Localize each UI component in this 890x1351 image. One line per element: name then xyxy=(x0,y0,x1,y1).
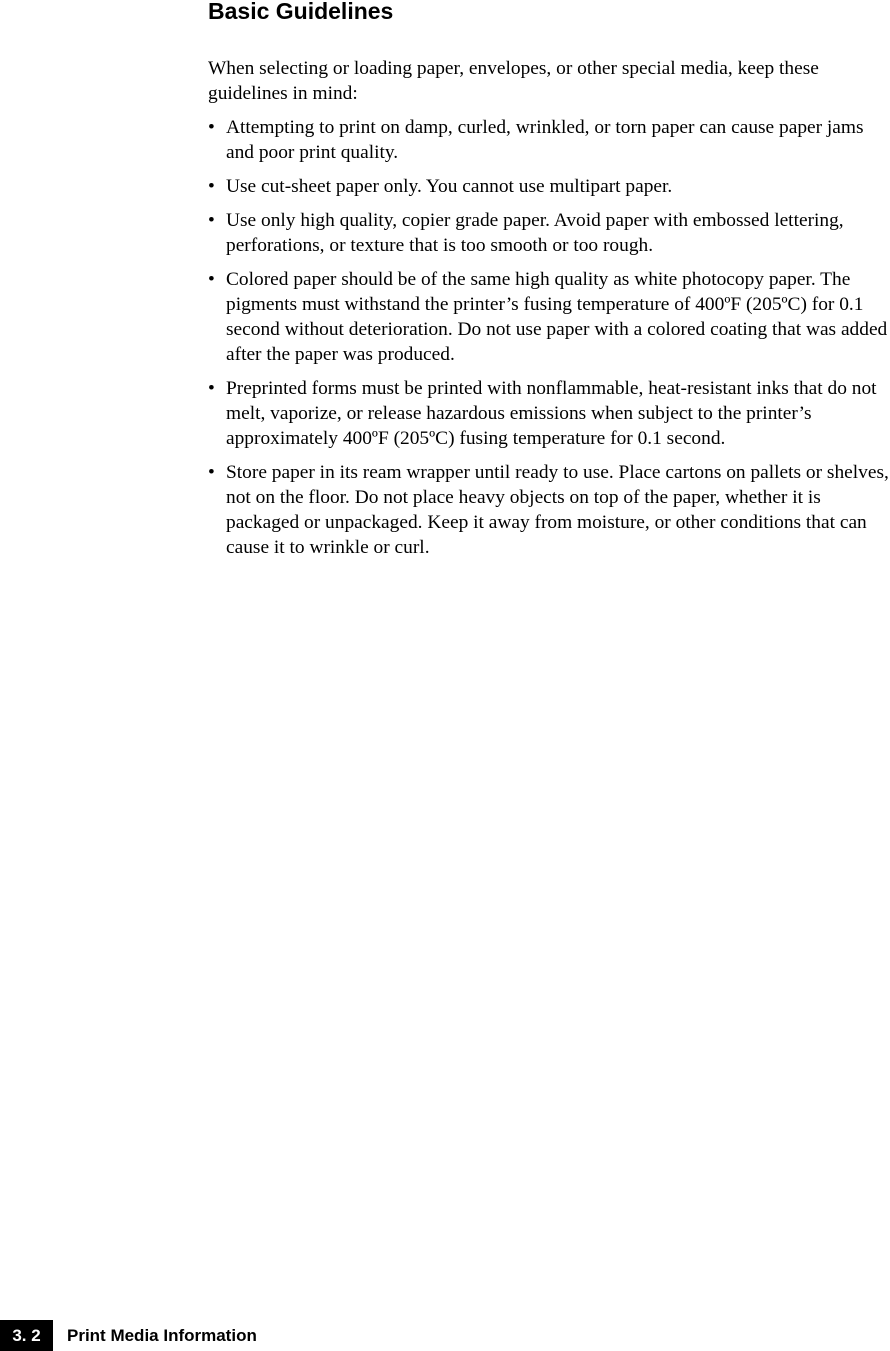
list-item xyxy=(208,115,890,165)
list-item xyxy=(208,376,890,451)
guidelines-content xyxy=(208,56,890,569)
list-item-text: Colored paper should be of the same high quality as white photocopy paper. The pigments must withstand the printer’s fusing temperature of 400ºF (205ºC) for 0.1 second without deterioration. Do not use paper with a colored coating that was added after the paper was produced. xyxy=(226,269,888,365)
bullet-icon: • xyxy=(208,117,215,138)
list-item-text: Use cut-sheet paper only. You cannot use multipart paper. xyxy=(226,176,673,197)
page-number-badge: 3. 2 xyxy=(0,1320,53,1351)
list-item-text: Preprinted forms must be printed with nonflammable, heat-resistant inks that do not melt, vaporize, or release hazardous emissions when subject to the printer’s approximately 400ºF (205ºC) fusing temperature for 0.1 second. xyxy=(226,378,877,449)
list-item xyxy=(208,267,890,367)
guidelines-list xyxy=(208,115,890,560)
list-item-text: Attempting to print on damp, curled, wrinkled, or torn paper can cause paper jams and poor print quality. xyxy=(226,117,864,163)
chapter-title: Print Media Information xyxy=(67,1326,257,1345)
bullet-icon: • xyxy=(208,462,215,483)
list-item xyxy=(208,174,890,199)
section-heading: Basic Guidelines xyxy=(208,0,394,24)
bullet-icon: • xyxy=(208,269,215,290)
bullet-icon: • xyxy=(208,176,215,197)
list-item xyxy=(208,460,890,560)
bullet-icon: • xyxy=(208,210,215,231)
list-item-text: Use only high quality, copier grade paper. Avoid paper with embossed lettering, perforations, or texture that is too smooth or too rough. xyxy=(226,210,844,256)
bullet-icon: • xyxy=(208,378,215,399)
list-item xyxy=(208,208,890,258)
intro-paragraph: When selecting or loading paper, envelopes, or other special media, keep these guidelines in mind: xyxy=(208,58,819,104)
list-item-text: Store paper in its ream wrapper until ready to use. Place cartons on pallets or shelves, not on the floor. Do not place heavy objects on top of the paper, whether it is packaged or unpackaged. Keep it away from moisture, or other conditions that can cause it to wrinkle or curl. xyxy=(226,462,889,558)
